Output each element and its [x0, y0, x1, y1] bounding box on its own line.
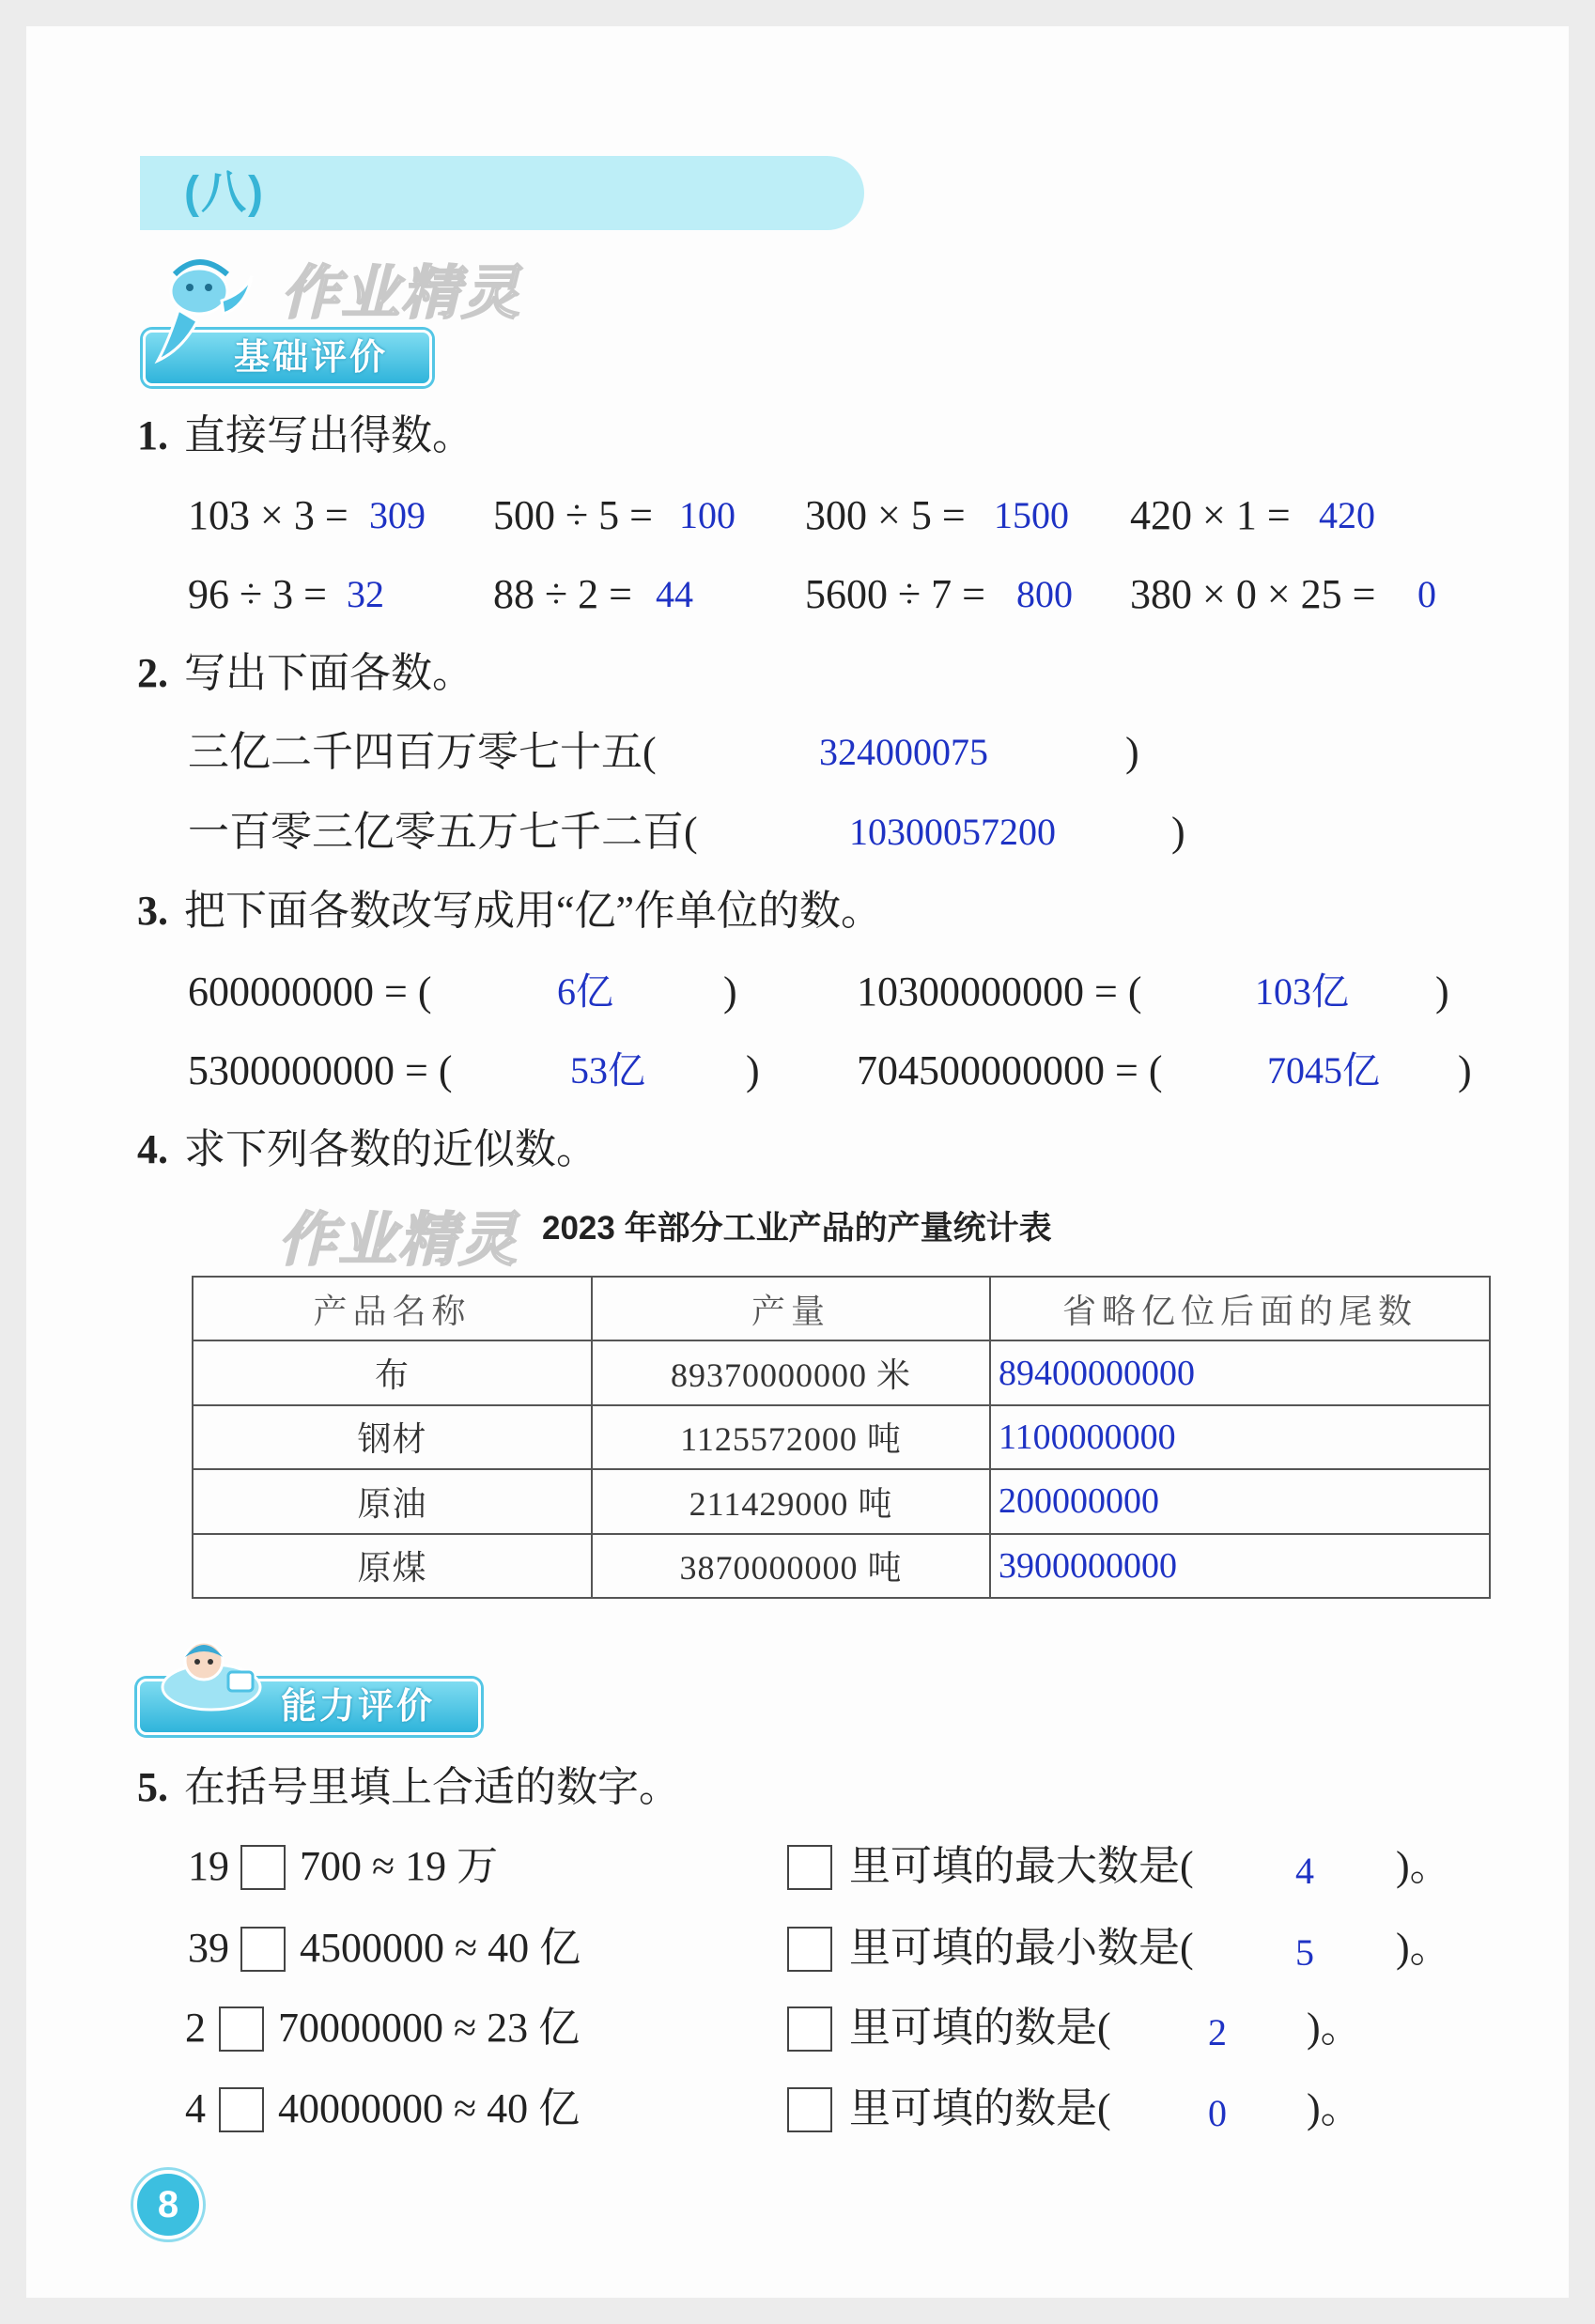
section-basic-label: 基础评价	[234, 338, 389, 378]
digit-blank-box	[240, 1927, 286, 1972]
q1-expr: 300 × 5 =	[805, 492, 966, 538]
q5-close: )。	[1307, 2085, 1362, 2131]
q1-answer: 420	[1319, 494, 1375, 536]
q1-answer: 0	[1417, 573, 1436, 615]
q1-answer: 100	[679, 494, 736, 536]
q2-words: 一百零三亿零五万七千二百(	[188, 809, 698, 855]
table-row	[193, 1340, 1490, 1404]
q1-expr: 420 × 1 =	[1130, 492, 1291, 538]
q2-title: 写出下面各数。	[184, 650, 473, 696]
digit-blank-box	[787, 2087, 832, 2132]
table-row	[193, 1534, 1490, 1598]
q5-digits-before: 39	[188, 1925, 229, 1971]
q5-prompt: 里可填的最小数是(	[849, 1925, 1194, 1971]
q3-answer: 7045亿	[1267, 1049, 1380, 1092]
header-output: 产量	[592, 1277, 990, 1340]
q5-answer: 0	[1208, 2092, 1227, 2134]
q1-answer: 1500	[994, 494, 1069, 536]
q5-digits-after: 70000000 ≈ 23 亿	[278, 2005, 581, 2051]
q5-prompt: 里可填的最大数是(	[849, 1843, 1194, 1889]
output-cell: 3870000000 吨	[592, 1534, 990, 1598]
digit-blank-box	[219, 2006, 264, 2052]
q5-digits-before: 2	[185, 2005, 206, 2051]
q2-number: 2.	[137, 650, 168, 696]
output-cell: 211429000 吨	[592, 1469, 990, 1533]
approx-answer-cell: 89400000000	[990, 1340, 1490, 1404]
q5-digits-after: 4500000 ≈ 40 亿	[300, 1925, 581, 1971]
q4-title: 求下列各数的近似数。	[184, 1126, 597, 1172]
q1-expr: 103 × 3 =	[188, 492, 348, 538]
q5-title: 在括号里填上合适的数字。	[184, 1764, 680, 1810]
approx-answer-cell: 3900000000	[990, 1534, 1490, 1598]
watermark-middle: 作业精灵	[278, 1205, 519, 1274]
digit-blank-box	[787, 1927, 832, 1972]
q3-close-paren: )	[746, 1047, 760, 1093]
q5-digits-before: 19	[188, 1843, 229, 1889]
table-header-row	[193, 1277, 1490, 1340]
q5-close: )。	[1307, 2005, 1362, 2051]
q2-answer: 10300057200	[849, 811, 1056, 853]
q2-answer: 324000075	[819, 731, 988, 773]
digit-blank-box	[219, 2087, 264, 2132]
q5-answer: 5	[1295, 1931, 1314, 1974]
q5-close: )。	[1396, 1925, 1451, 1971]
q2-close-paren: )	[1171, 809, 1185, 855]
product-name-cell: 钢材	[193, 1405, 592, 1469]
q3-expr: 704500000000 = (	[857, 1047, 1163, 1093]
q1-expr: 380 × 0 × 25 =	[1130, 571, 1376, 617]
q3-number: 3.	[137, 888, 168, 934]
q5-answer: 2	[1208, 2011, 1227, 2053]
q3-close-paren: )	[1435, 968, 1449, 1015]
lesson-header-bar	[140, 156, 864, 230]
lesson-title: (八)	[184, 168, 265, 218]
product-name-cell: 布	[193, 1340, 592, 1404]
digit-blank-box	[787, 2006, 832, 2052]
table-title: 2023 年部分工业产品的产量统计表	[542, 1210, 1052, 1247]
q1-expr: 500 ÷ 5 =	[493, 492, 653, 538]
output-cell: 1125572000 吨	[592, 1405, 990, 1469]
dolphin-mascot-icon	[141, 256, 263, 368]
digit-blank-box	[787, 1845, 832, 1890]
q1-title: 直接写出得数。	[184, 412, 473, 458]
q2-close-paren: )	[1125, 729, 1139, 775]
product-name-cell: 原油	[193, 1469, 592, 1533]
table-row	[193, 1405, 1490, 1469]
q5-number: 5.	[137, 1764, 168, 1810]
q1-answer: 32	[347, 573, 384, 615]
q3-expr: 5300000000 = (	[188, 1047, 453, 1093]
page-number-badge: 8	[133, 2170, 203, 2239]
header-product-name: 产品名称	[193, 1277, 592, 1340]
product-name-cell: 原煤	[193, 1534, 592, 1598]
output-cell: 89370000000 米	[592, 1340, 990, 1404]
watermark-top: 作业精灵	[281, 258, 522, 327]
q1-number: 1.	[137, 412, 168, 458]
child-mascot-icon	[155, 1633, 277, 1713]
section-ability-label: 能力评价	[281, 1687, 436, 1727]
q4-number: 4.	[137, 1126, 168, 1172]
q5-digits-before: 4	[185, 2085, 206, 2131]
q3-expr: 600000000 = (	[188, 968, 432, 1015]
q1-expr: 88 ÷ 2 =	[493, 571, 632, 617]
q1-answer: 44	[656, 573, 693, 615]
q5-prompt: 里可填的数是(	[849, 2005, 1111, 2051]
q5-close: )。	[1396, 1843, 1451, 1889]
approx-answer-cell: 1100000000	[990, 1405, 1490, 1469]
header-approximation: 省略亿位后面的尾数	[990, 1277, 1490, 1340]
q3-close-paren: )	[1458, 1047, 1472, 1093]
table-row	[193, 1469, 1490, 1533]
q5-digits-after: 700 ≈ 19 万	[300, 1843, 499, 1889]
q1-answer: 800	[1016, 573, 1073, 615]
q5-prompt: 里可填的数是(	[849, 2085, 1111, 2131]
digit-blank-box	[240, 1845, 286, 1890]
q5-digits-after: 40000000 ≈ 40 亿	[278, 2085, 581, 2131]
q3-answer: 53亿	[570, 1049, 645, 1092]
approx-answer-cell: 200000000	[990, 1469, 1490, 1533]
q3-answer: 6亿	[557, 970, 613, 1013]
q3-title: 把下面各数改写成用“亿”作单位的数。	[184, 888, 883, 934]
q3-answer: 103亿	[1255, 970, 1349, 1013]
q3-close-paren: )	[723, 968, 737, 1015]
q1-answer: 309	[369, 494, 426, 536]
q2-words: 三亿二千四百万零七十五(	[188, 729, 657, 775]
q3-expr: 10300000000 = (	[857, 968, 1142, 1015]
q5-answer: 4	[1295, 1850, 1314, 1892]
production-table	[192, 1276, 1491, 1599]
q1-expr: 96 ÷ 3 =	[188, 571, 327, 617]
q1-expr: 5600 ÷ 7 =	[805, 571, 985, 617]
